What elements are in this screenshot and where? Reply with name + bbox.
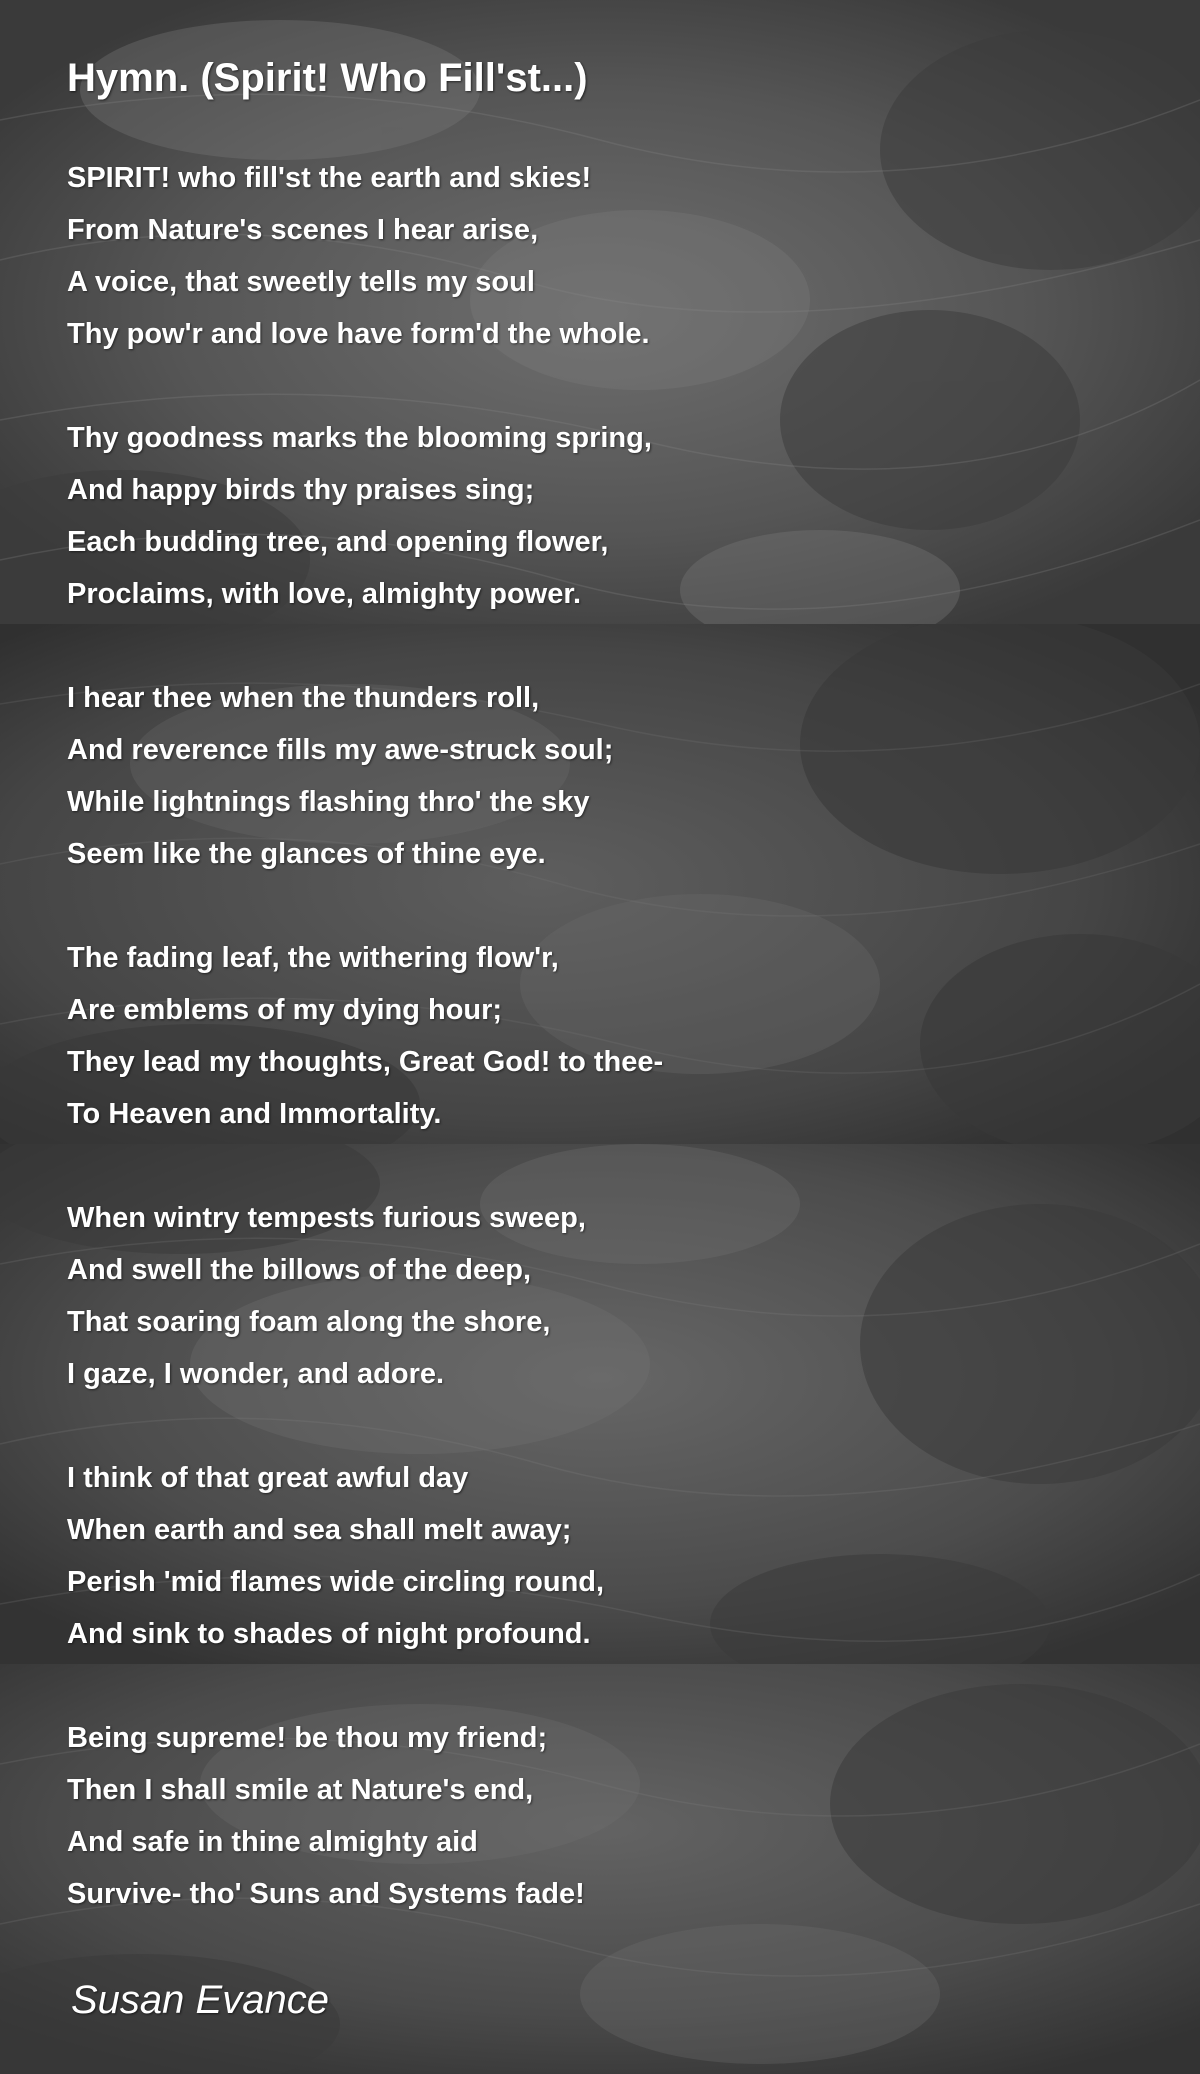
stanza <box>67 932 663 1140</box>
poem-line: A voice, that sweetly tells my soul <box>67 266 535 298</box>
poem-line: Are emblems of my dying hour; <box>67 994 503 1026</box>
poem-line: That soaring foam along the shore, <box>67 1306 551 1338</box>
poem-line: Survive- tho' Suns and Systems fade! <box>67 1878 585 1910</box>
poem-line: SPIRIT! who fill'st the earth and skies! <box>67 162 592 194</box>
poem-line: Thy pow'r and love have form'd the whole. <box>67 318 650 350</box>
poem-line: And reverence fills my awe-struck soul; <box>67 734 614 766</box>
stanza <box>67 1452 663 1660</box>
poem-line: I hear thee when the thunders roll, <box>67 682 540 714</box>
poem-line: Thy goodness marks the blooming spring, <box>67 422 652 454</box>
stanza <box>67 152 663 360</box>
poem-line: Then I shall smile at Nature's end, <box>67 1774 534 1806</box>
poem-body <box>67 152 663 1972</box>
poem-line: To Heaven and Immortality. <box>67 1098 442 1130</box>
poem-line: When wintry tempests furious sweep, <box>67 1202 586 1234</box>
stanza <box>67 412 663 620</box>
poem-line: Seem like the glances of thine eye. <box>67 838 546 870</box>
poem-line: And safe in thine almighty aid <box>67 1826 478 1858</box>
poem-line: They lead my thoughts, Great God! to thee- <box>67 1046 664 1078</box>
poem-author: Susan Evance <box>71 1978 329 2022</box>
poem-line: And swell the billows of the deep, <box>67 1254 532 1286</box>
poem-line: The fading leaf, the withering flow'r, <box>67 942 559 974</box>
poem-title: Hymn. (Spirit! Who Fill'st...) <box>67 56 588 100</box>
poem-line: Perish 'mid flames wide circling round, <box>67 1566 605 1598</box>
poem-line: While lightnings flashing thro' the sky <box>67 786 590 818</box>
poem-line: I gaze, I wonder, and adore. <box>67 1358 445 1390</box>
stanza <box>67 672 663 880</box>
poem-line: From Nature's scenes I hear arise, <box>67 214 539 246</box>
poem-line: Proclaims, with love, almighty power. <box>67 578 582 610</box>
poem-line: Being supreme! be thou my friend; <box>67 1722 548 1754</box>
poem-line: And happy birds thy praises sing; <box>67 474 535 506</box>
stanza <box>67 1192 663 1400</box>
poem-line: I think of that great awful day <box>67 1462 469 1494</box>
poem-line: And sink to shades of night profound. <box>67 1618 591 1650</box>
poem-line: Each budding tree, and opening flower, <box>67 526 609 558</box>
stanza <box>67 1712 663 1920</box>
poem-line: When earth and sea shall melt away; <box>67 1514 572 1546</box>
